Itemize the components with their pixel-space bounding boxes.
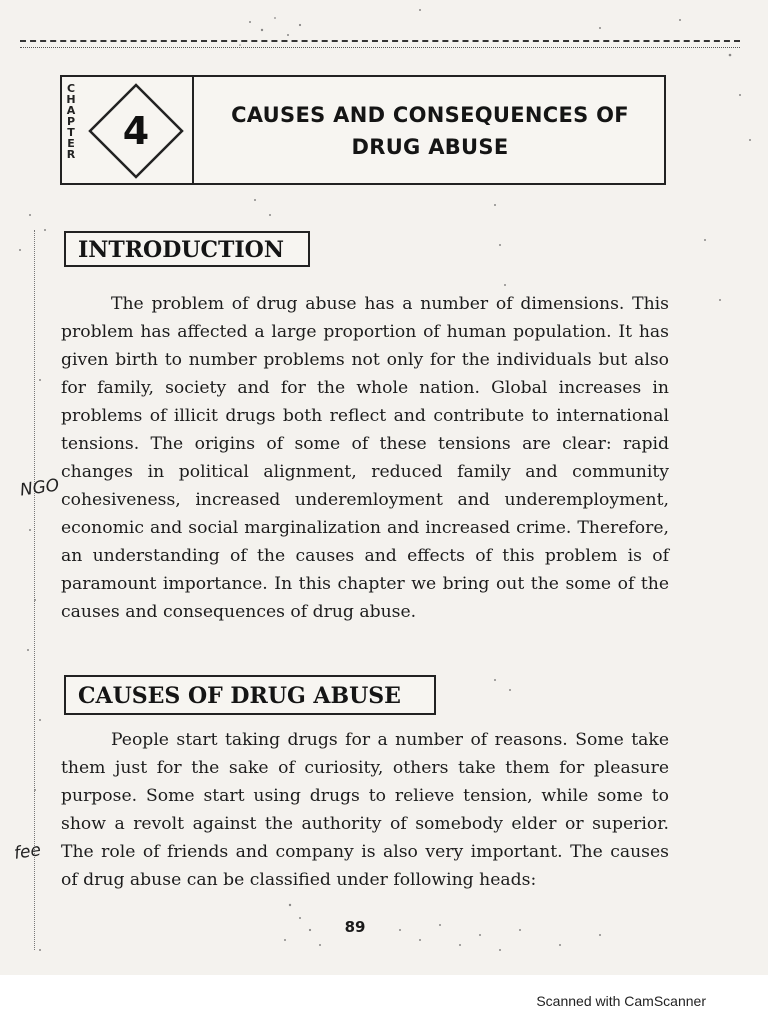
top-dashed-rule [20,40,740,42]
introduction-paragraph [61,290,669,626]
chapter-divider [192,77,194,183]
chapter-title-line1: CAUSES AND CONSEQUENCES OF [231,103,629,127]
top-dotted-rule [20,47,740,48]
introduction-text: The problem of drug abuse has a number of dimensions. This problem has affected a large proportion of human population. It has given birth to number problems not only for the individuals but also for family, society and for the whole nation. Global increases in problems of illicit drugs both reflect and contribute to international tensions. The origins of some of these tensions are clear: rapid changes in political alignment, reduced family and community cohesiveness, increased underemloyment and underemployment, economic and social marginalization and increased crime. Therefore, an understanding of the causes and effects of this problem is of paramount importance. In this chapter we bring out the some of the causes and consequences of drug abuse. [61,294,669,622]
scanner-watermark: Scanned with CamScanner [536,993,706,1009]
chapter-vertical-label: CHAPTER [66,82,76,161]
chapter-diamond [84,79,188,183]
chapter-title [202,99,658,163]
causes-heading: CAUSES OF DRUG ABUSE [64,675,436,715]
chapter-title-line2: DRUG ABUSE [351,135,509,159]
chapter-number: 4 [122,109,150,153]
handwritten-note-fee: fee [12,840,43,864]
chapter-header [60,75,666,185]
causes-text: People start taking drugs for a number of reasons. Some take them just for the sake of curiosity, others take them for pleasure purpose. Some start using drugs to relieve tension, while some to show a revolt against the authority of somebody elder or superior. The role of friends and company is also very important. The causes of drug abuse can be classified under following heads: [61,730,669,890]
page-number: 89 [344,918,366,936]
handwritten-note-ngo: NGO [18,475,61,501]
causes-paragraph [61,726,669,894]
introduction-heading: INTRODUCTION [64,231,310,267]
